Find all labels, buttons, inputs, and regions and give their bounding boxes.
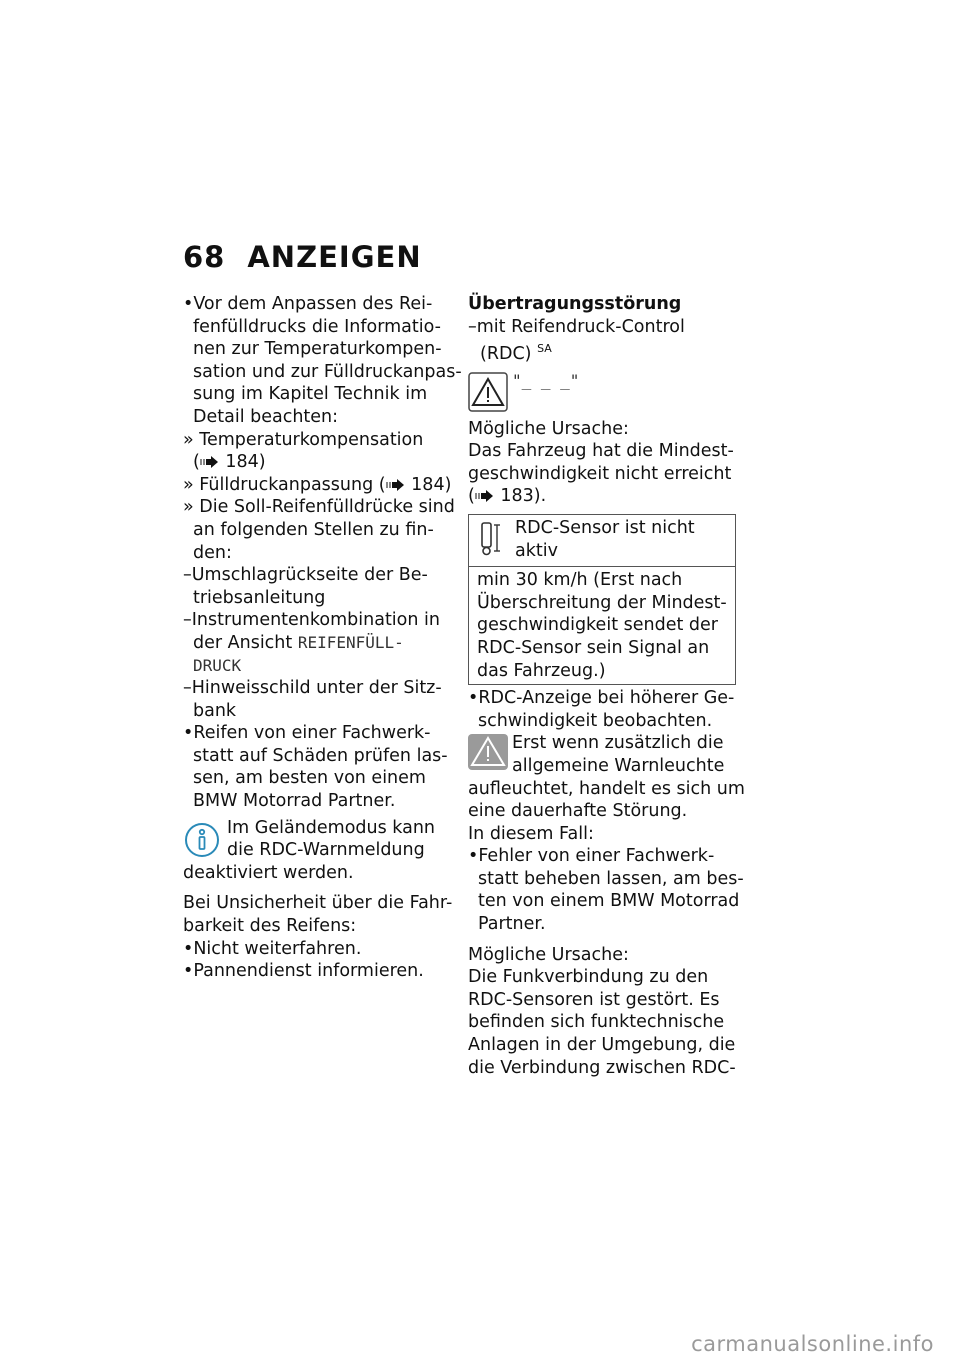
status-line: das Fahrzeug.)	[477, 660, 606, 681]
info-line: deaktiviert werden.	[183, 862, 354, 883]
bullet-line: BMW Motorrad Partner.	[193, 791, 396, 812]
display-text: DRUCK	[193, 655, 242, 675]
warning-triangle-icon	[468, 372, 508, 419]
status-line: Überschreitung der Mindest-	[477, 592, 727, 613]
cause-label: Mögliche Ursache:	[468, 418, 629, 439]
page-ref[interactable]: 184)	[405, 474, 452, 495]
page-heading	[183, 240, 422, 274]
bullet-line: •Reifen von einer Fachwerk-	[183, 723, 431, 744]
page-title: ANZEIGEN	[247, 240, 422, 274]
status-line: min 30 km/h (Erst nach	[477, 570, 683, 591]
result-line: » Die Soll-Reifenfülldrücke sind	[183, 497, 455, 518]
cause-line: Die Funkverbindung zu den	[468, 967, 709, 988]
bullet-line: sung im Kapitel Technik im	[193, 384, 428, 405]
dash-line: bank	[193, 700, 237, 721]
warning-line: Erst wenn zusätzlich die	[512, 733, 724, 754]
status-box-header	[469, 515, 735, 567]
paragraph-line: Bei Unsicherheit über die Fahr-	[183, 893, 453, 914]
warning-note	[468, 732, 740, 777]
result-line: den:	[193, 542, 232, 563]
display-text: REIFENFÜLL-	[297, 632, 404, 652]
cause-line: Anlagen in der Umgebung, die	[468, 1035, 736, 1056]
result-line: an folgenden Stellen zu fin-	[193, 519, 434, 540]
section-heading: Übertragungsstörung	[468, 294, 682, 314]
sa-badge: SA	[537, 342, 552, 356]
status-line: RDC-Sensor sein Signal an	[477, 637, 710, 658]
dash-line: –Instrumentenkombination in	[183, 610, 440, 631]
info-line: die RDC-Warnmeldung	[227, 840, 425, 861]
status-line: geschwindigkeit sendet der	[477, 615, 718, 636]
bullet-line: •Vor dem Anpassen des Rei-	[183, 294, 433, 314]
bullet-line: statt beheben lassen, am bes-	[478, 868, 744, 889]
cause-line: befinden sich funktechnische	[468, 1012, 725, 1033]
page-ref[interactable]: 183).	[494, 486, 547, 507]
warning-line: eine dauerhafte Störung.	[468, 801, 688, 822]
dash-line: –mit Reifendruck-Control	[468, 316, 685, 337]
status-box-body	[469, 567, 735, 684]
dash-line: –Hinweisschild unter der Sitz-	[183, 678, 442, 699]
bullet-line: fenfülldrucks die Informatio-	[193, 316, 441, 337]
watermark: carmanualsonline.info	[691, 1332, 934, 1356]
page-ref-line	[183, 451, 451, 474]
page-ref-arrow-icon	[386, 474, 406, 497]
bullet-line: schwindigkeit beobachten.	[478, 710, 713, 731]
cause-label: Mögliche Ursache:	[468, 944, 629, 965]
bullet-line: •Pannendienst informieren.	[183, 961, 424, 982]
bullet-line: •RDC-Anzeige bei höherer Ge-	[468, 688, 735, 709]
bullet-line: statt auf Schäden prüfen las-	[193, 745, 448, 766]
bullet-line: nen zur Temperaturkompen-	[193, 339, 442, 360]
bullet-line: sen, am besten von einem	[193, 768, 426, 789]
paragraph-line: barkeit des Reifens:	[183, 916, 357, 937]
dash-line	[183, 632, 451, 655]
dash-line: –Umschlagrückseite der Be-	[183, 565, 428, 586]
status-box	[468, 514, 736, 685]
case-label: In diesem Fall:	[468, 823, 594, 844]
paren: (	[468, 486, 475, 507]
warning-line: allgemeine Warnleuchte	[512, 755, 725, 776]
status-line: aktiv	[515, 540, 558, 561]
left-column	[183, 293, 462, 983]
display-warning	[468, 370, 740, 418]
cause-line: geschwindigkeit nicht erreicht	[468, 463, 732, 484]
info-icon	[183, 821, 221, 866]
cause-line: die Verbindung zwischen RDC-	[468, 1057, 736, 1078]
result-line: » Temperaturkompensation	[183, 429, 424, 450]
bullet-line: ten von einem BMW Motorrad	[478, 891, 740, 912]
cause-line: RDC-Sensoren ist gestört. Es	[468, 989, 720, 1010]
display-value: "_ _ _"	[512, 370, 580, 390]
bullet-line: Partner.	[478, 914, 546, 935]
dash-line: triebsanleitung	[193, 587, 326, 608]
bullet-line: sation und zur Fülldruckanpas-	[193, 361, 462, 382]
page-ref-line	[183, 474, 451, 497]
page-ref-line	[468, 485, 740, 508]
bullet-line: •Fehler von einer Fachwerk-	[468, 846, 715, 867]
dash-text: (RDC)	[480, 344, 538, 365]
info-line: Im Geländemodus kann	[227, 817, 436, 838]
page-ref-arrow-icon	[200, 451, 220, 474]
page-ref[interactable]: 184)	[219, 452, 266, 473]
page-ref-arrow-icon	[475, 485, 495, 508]
dash-line	[468, 338, 740, 365]
bullet-line: •Nicht weiterfahren.	[183, 938, 362, 959]
paren: (	[193, 452, 200, 473]
warning-line: aufleuchtet, handelt es sich um	[468, 778, 745, 799]
page-number: 68	[183, 240, 226, 274]
cause-line: Das Fahrzeug hat die Mindest-	[468, 441, 734, 462]
info-note	[183, 817, 451, 862]
dash-text: der Ansicht	[193, 632, 298, 653]
tire-sensor-icon	[477, 521, 507, 564]
right-column	[468, 293, 745, 1079]
status-line: RDC-Sensor ist nicht	[515, 517, 695, 538]
result-text: » Fülldruckanpassung (	[183, 474, 386, 495]
bullet-line: Detail beachten:	[193, 406, 339, 427]
warning-icon	[468, 734, 508, 777]
